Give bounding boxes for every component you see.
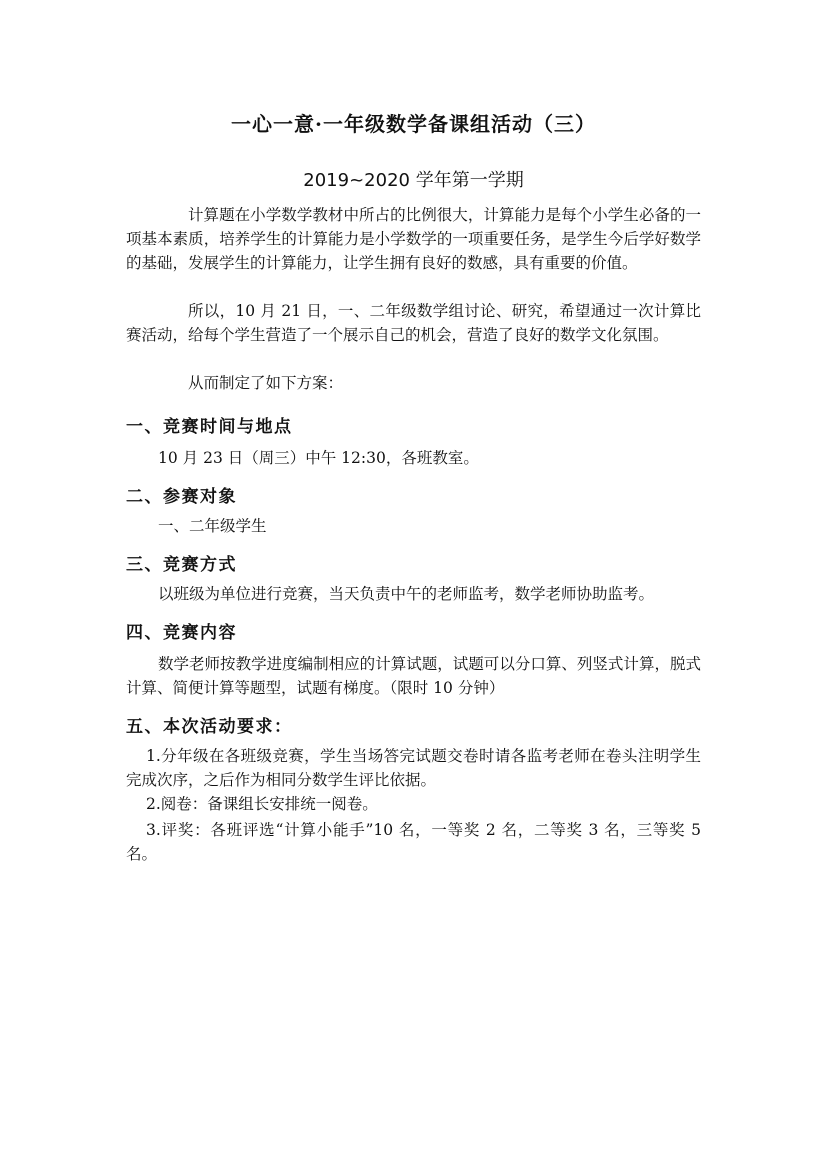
section-heading-content: 四、竞赛内容 (126, 623, 237, 643)
section-body-format: 以班级为单位进行竞赛，当天负责中午的老师监考，数学老师协助监考。 (158, 585, 655, 603)
intro-paragraph-1: 计算题在小学数学教材中所占的比例很大，计算能力是每个小学生必备的一项基本素质，培养学生的计算能力是小学数学的一项重要任务，是学生今后学好数学的基础，发展学生的计算能力，让学生拥有良好的数感，具有重要的价值。 (126, 206, 701, 272)
requirement-item-1: 1.分年级在各班级竞赛，学生当场答完试题交卷时请各监考老师在卷头注明学生完成次序，之后作为相同分数学生评比依据。 (126, 747, 701, 789)
section-heading-time-place: 一、竞赛时间与地点 (126, 417, 293, 437)
section-heading-participants: 二、参赛对象 (126, 487, 237, 507)
section-body-participants: 一、二年级学生 (158, 517, 267, 535)
requirement-item-3: 3.评奖：各班评选“计算小能手”10 名，一等奖 2 名，二等奖 3 名，三等奖 5 名。 (126, 821, 701, 863)
section-heading-requirements: 五、本次活动要求： (126, 717, 293, 737)
intro-paragraph-2: 所以，10 月 21 日，一、二年级数学组讨论、研究，希望通过一次计算比赛活动，给每个学生营造了一个展示自己的机会，营造了良好的数学文化氛围。 (126, 302, 701, 344)
section-heading-format: 三、竞赛方式 (126, 555, 237, 575)
document-title: 一心一意·一年级数学备课组活动（三） (231, 112, 596, 136)
intro-paragraph-3: 从而制定了如下方案： (188, 374, 344, 392)
section-body-content: 数学老师按教学进度编制相应的计算试题，试题可以分口算、列竖式计算，脱式计算、简便计算等题型，试题有梯度。（限时 10 分钟） (126, 655, 701, 697)
requirement-item-2: 2.阅卷：备课组长安排统一阅卷。 (146, 795, 378, 813)
section-body-time-place: 10 月 23 日（周三）中午 12:30，各班教室。 (158, 449, 479, 467)
document-subtitle: 2019~2020 学年第一学期 (303, 170, 524, 191)
